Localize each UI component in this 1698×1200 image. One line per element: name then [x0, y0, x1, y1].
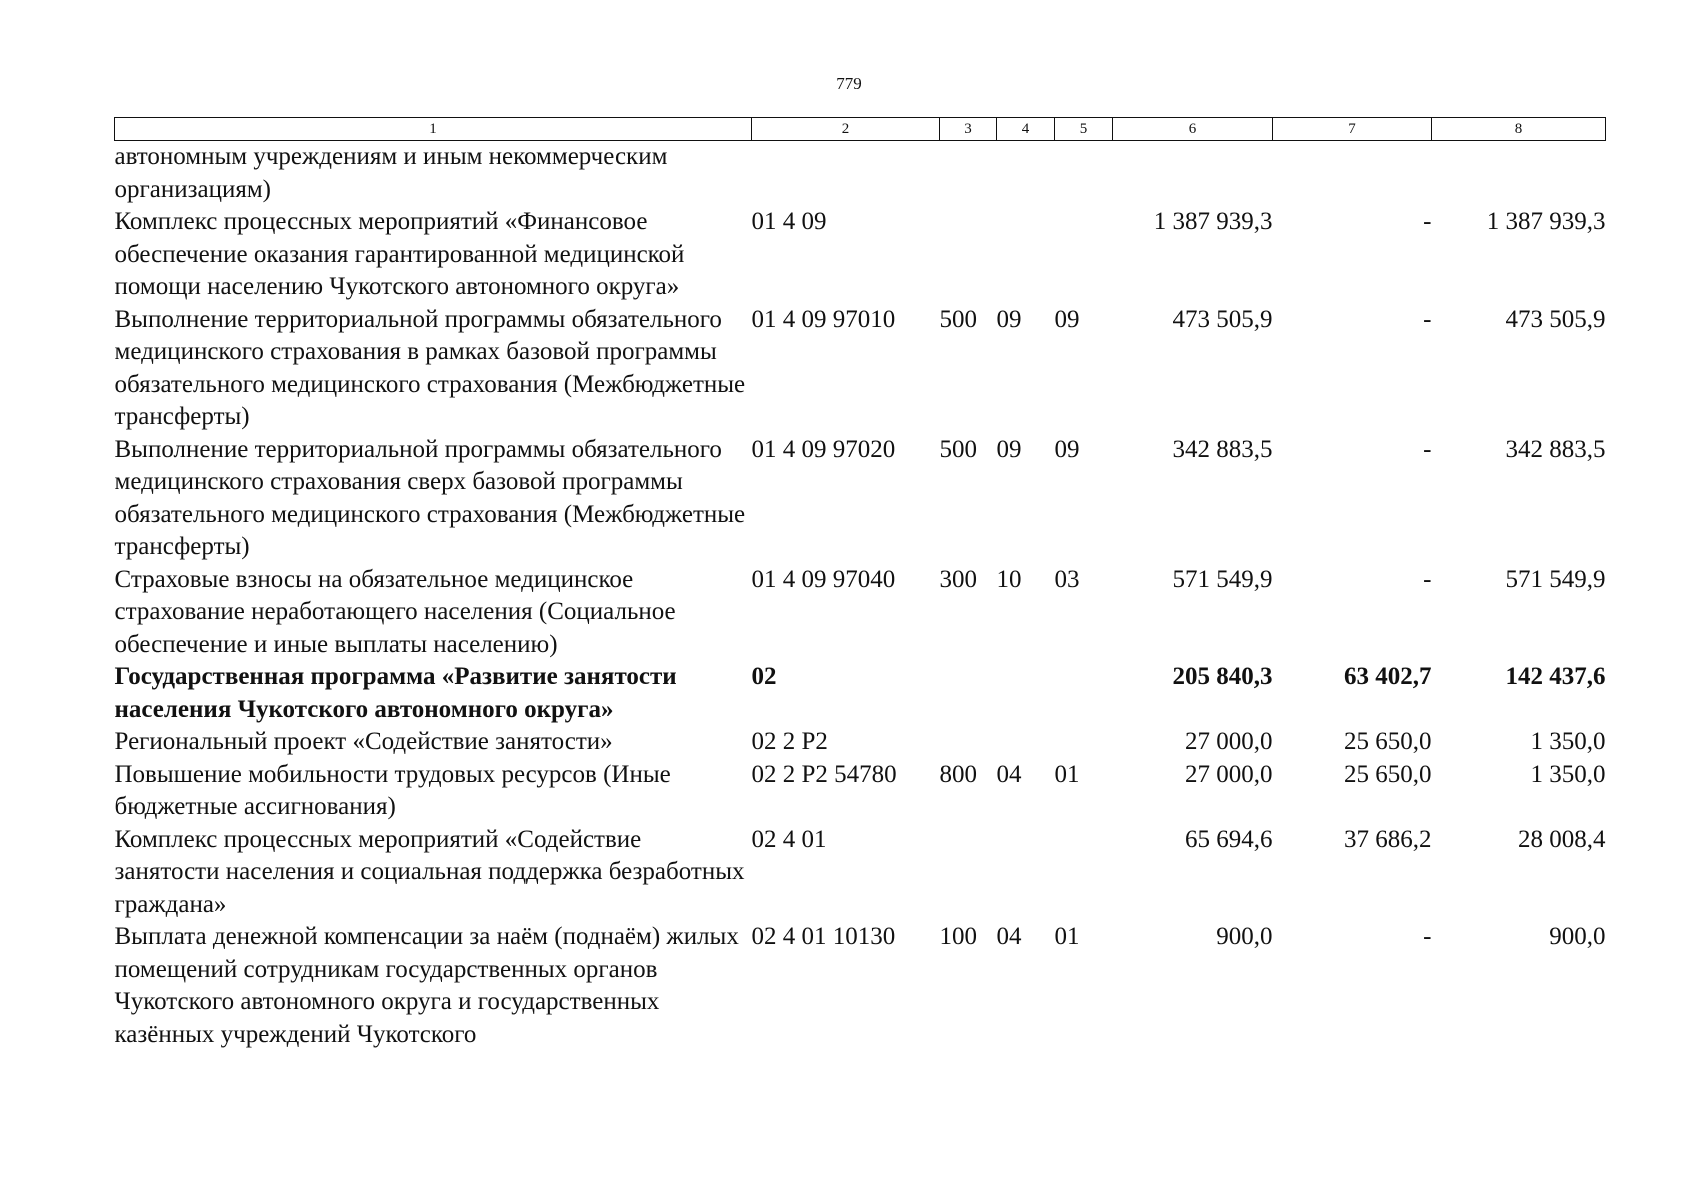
row-col5: 09 [1054, 305, 1080, 333]
row-col8 [1432, 141, 1606, 207]
table-row [115, 824, 1606, 922]
col-header-6: 6 [1113, 118, 1273, 141]
row-col4: 10 [996, 565, 1022, 593]
table-row [115, 206, 1606, 304]
row-col5: 01 [1054, 923, 1080, 950]
row-code [752, 141, 940, 207]
row-code: 02 4 01 10130 [751, 923, 896, 950]
row-col5: 03 [1054, 565, 1080, 593]
col-header-2: 2 [752, 118, 940, 141]
row-col6: 473 505,9 [1172, 305, 1273, 333]
row-col8: 142 437,6 [1505, 663, 1606, 690]
col-header-1: 1 [115, 118, 752, 141]
table-row [115, 564, 1606, 662]
row-col4: 09 [996, 435, 1022, 463]
row-col3 [940, 206, 997, 304]
row-col4: 09 [996, 305, 1022, 333]
column-number-header [115, 118, 1606, 141]
row-name: Региональный проект «Содействие занятости» [114, 728, 613, 755]
row-col6: 1 387 939,3 [1153, 208, 1273, 235]
row-code: 02 4 01 [751, 825, 827, 853]
table-row [115, 141, 1606, 207]
col-header-3: 3 [940, 118, 997, 141]
row-col8: 1 350,0 [1530, 760, 1606, 788]
row-col6: 571 549,9 [1172, 565, 1273, 593]
row-col8: 900,0 [1549, 923, 1606, 950]
row-name: Комплекс процессных мероприятий «Содействие занятости населения и социальная поддержка безработных граждана» [114, 825, 745, 918]
table-row [115, 759, 1606, 824]
row-name: Выполнение территориальной программы обязательного медицинского страхования сверх базовой программы обязательного медицинского страхования (Межбюджетные трансферты) [114, 435, 746, 560]
row-col5 [1055, 206, 1113, 304]
table-row [115, 726, 1606, 759]
page-number: 779 [836, 74, 862, 93]
row-code: 02 2 Р2 54780 [751, 760, 897, 788]
row-col5: 01 [1054, 760, 1080, 788]
row-code: 01 4 09 97040 [751, 565, 896, 593]
table-row [115, 921, 1606, 1051]
table-row [115, 304, 1606, 434]
row-col8: 1 387 939,3 [1486, 208, 1606, 235]
budget-table [114, 117, 1606, 1051]
row-col8: 571 549,9 [1505, 565, 1606, 593]
row-col7: 25 650,0 [1344, 728, 1432, 755]
row-name: Повышение мобильности трудовых ресурсов (Иные бюджетные ассигнования) [114, 760, 671, 820]
row-col7: 37 686,2 [1344, 825, 1432, 853]
row-col8: 473 505,9 [1505, 305, 1606, 333]
row-col4 [997, 824, 1055, 922]
row-col7: - [1423, 208, 1432, 235]
row-col3: 500 [939, 305, 977, 333]
row-col3 [940, 141, 997, 207]
row-code: 01 4 09 97010 [751, 305, 896, 333]
row-col8: 28 008,4 [1518, 825, 1606, 853]
row-col4 [997, 726, 1055, 759]
row-col4: 04 [996, 760, 1022, 788]
row-col4 [997, 206, 1055, 304]
row-name: Выплата денежной компенсации за наём (поднаём) жилых помещений сотрудникам государственных органов Чукотского автономного округа и государственных казённых учреждений Чукотского [114, 923, 739, 1048]
table-row-program [115, 661, 1606, 726]
row-col7: 25 650,0 [1344, 760, 1432, 788]
row-col6: 205 840,3 [1172, 663, 1273, 690]
row-name: Государственная программа «Развитие занятости населения Чукотского автономного округа» [114, 663, 677, 723]
table-row [115, 434, 1606, 564]
row-col4 [997, 141, 1055, 207]
row-col5 [1055, 824, 1113, 922]
row-code: 01 4 09 [751, 208, 827, 235]
row-col3 [940, 824, 997, 922]
row-col5 [1055, 726, 1113, 759]
row-col6: 342 883,5 [1172, 435, 1273, 463]
row-col7: - [1423, 923, 1432, 950]
row-col5: 09 [1054, 435, 1080, 463]
row-col8: 342 883,5 [1505, 435, 1606, 463]
row-col5 [1055, 141, 1113, 207]
row-col3: 800 [939, 760, 977, 788]
col-header-4: 4 [997, 118, 1055, 141]
row-col3 [940, 661, 997, 726]
row-name: Страховые взносы на обязательное медицинское страхование неработающего населения (Социальное обеспечение и иные выплаты населению) [114, 565, 676, 658]
row-col3: 100 [939, 923, 977, 950]
col-header-7: 7 [1273, 118, 1432, 141]
row-code: 01 4 09 97020 [751, 435, 896, 463]
row-col7: - [1423, 305, 1432, 333]
row-code: 02 2 Р2 [751, 728, 828, 755]
row-col4: 04 [996, 923, 1022, 950]
row-col6: 900,0 [1216, 923, 1273, 950]
row-col6: 27 000,0 [1185, 760, 1273, 788]
row-col7: - [1423, 435, 1432, 463]
row-col6 [1113, 141, 1273, 207]
row-col6: 27 000,0 [1185, 728, 1273, 755]
col-header-8: 8 [1432, 118, 1606, 141]
row-col3 [940, 726, 997, 759]
row-col3: 300 [939, 565, 977, 593]
row-col5 [1055, 661, 1113, 726]
col-header-5: 5 [1055, 118, 1113, 141]
row-col6: 65 694,6 [1185, 825, 1273, 853]
row-code: 02 [751, 663, 777, 690]
row-col4 [997, 661, 1055, 726]
row-name: автономным учреждениям и иным некоммерческим организациям) [114, 143, 668, 203]
row-col3: 500 [939, 435, 977, 463]
row-name: Выполнение территориальной программы обязательного медицинского страхования в рамках базовой программы обязательного медицинского страхования (Межбюджетные трансферты) [114, 305, 746, 430]
row-name: Комплекс процессных мероприятий «Финансовое обеспечение оказания гарантированной медицинской помощи населению Чукотского автономного округа» [114, 208, 685, 300]
row-col7: 63 402,7 [1344, 663, 1432, 690]
row-col8: 1 350,0 [1530, 728, 1606, 755]
row-col7: - [1423, 565, 1432, 593]
row-col7 [1273, 141, 1432, 207]
